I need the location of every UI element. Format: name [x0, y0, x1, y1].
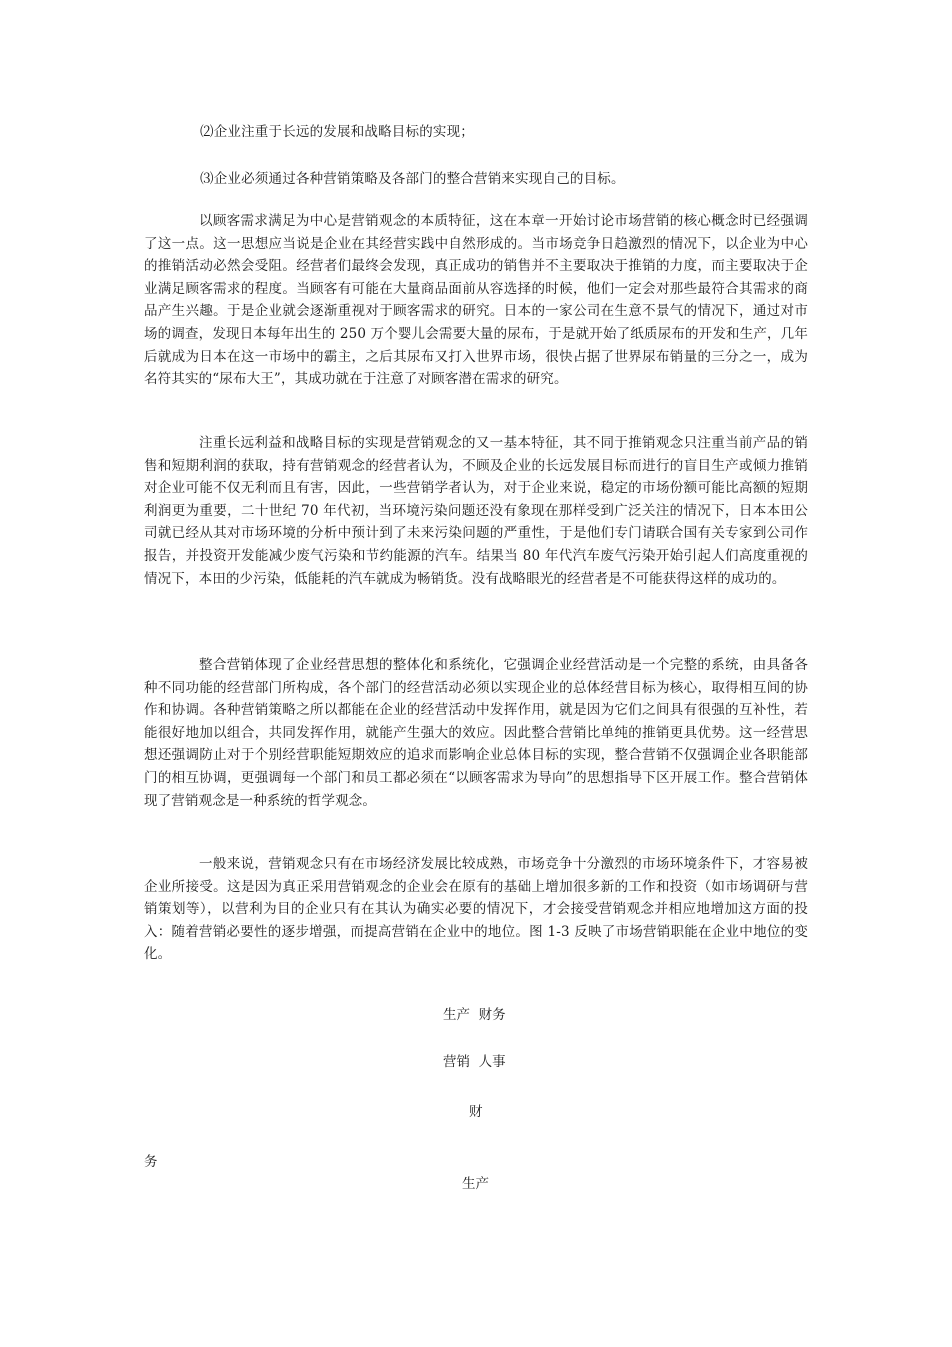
figure-row-finance-fragment: 财 — [469, 1104, 483, 1120]
figure-row-marketing-hr: 营销 人事 — [443, 1054, 506, 1070]
figure-row-production: 生产 — [462, 1176, 489, 1192]
paragraph-customer-needs: 以顾客需求满足为中心是营销观念的本质特征，这在本章一开始讨论市场营销的核心概念时已经强调了这一点。这一思想应当说是企业在其经营实践中自然形成的。当市场竞争日趋激烈的情况下，以企业为中心的推销活动必然会受阻。经营者们最终会发现，真正成功的销售并不主要取决于推销的力度，而主要取决于企业满足顾客需求的程度。当顾客有可能在大量商品面前从容选择的时候，他们一定会对那些最符合其需求的商品产生兴趣。于是企业就会逐渐重视对于顾客需求的研究。日本的一家公司在生意不景气的情况下，通过对市场的调查，发现日本每年出生的 250 万个婴儿会需要大量的尿布，于是就开始了纸质尿布的开发和生产，几年后就成为日本在这一市场中的霸主，之后其尿布又打入世界市场，很快占据了世界尿布销量的三分之一，成为名符其实的“尿布大王”，其成功就在于注意了对顾客潜在需求的研究。 — [144, 213, 808, 388]
list-item-2: ⑵企业注重于长远的发展和战略目标的实现； — [200, 124, 474, 140]
list-item-3: ⑶企业必须通过各种营销策略及各部门的整合营销来实现自己的目标。 — [200, 171, 625, 187]
paragraph-market-conditions: 一般来说，营销观念只有在市场经济发展比较成熟，市场竞争十分激烈的市场环境条件下，才容易被企业所接受。这是因为真正采用营销观念的企业会在原有的基础上增加很多新的工作和投资（如市场调研与营销策划等），以营利为目的企业只有在其认为确实必要的情况下，才会接受营销观念并相应地增加这方面的投入：随着营销必要性的逐步增强，而提高营销在企业中的地位。图 1-3 反映了市场营销职能在企业中地位的变化。 — [144, 856, 808, 963]
paragraph-long-term-goals: 注重长远利益和战略目标的实现是营销观念的又一基本特征，其不同于推销观念只注重当前产品的销售和短期利润的获取，持有营销观念的经营者认为，不顾及企业的长远发展目标而进行的盲目生产或倾力推销对企业可能不仅无利而且有害，因此，一些营销学者认为，对于企业来说，稳定的市场份额可能比高额的短期利润更为重要，二十世纪 70 年代初，当环境污染问题还没有象现在那样受到广泛关注的情况下，日本本田公司就已经从其对市场环境的分析中预计到了未来污染问题的严重性，于是他们专门请联合国有关专家到公司作报告，并投资开发能减少废气污染和节约能源的汽车。结果当 80 年代汽车废气污染开始引起人们高度重视的情况下，本田的少污染，低能耗的汽车就成为畅销货。没有战略眼光的经营者是不可能获得这样的成功的。 — [144, 435, 808, 587]
figure-row-production-finance: 生产 财务 — [443, 1007, 506, 1023]
figure-row-affairs-fragment: 务 — [144, 1154, 158, 1170]
paragraph-integrated-marketing: 整合营销体现了企业经营思想的整体化和系统化，它强调企业经营活动是一个完整的系统，由具备各种不同功能的经营部门所构成，各个部门的经营活动必须以实现企业的总体经营目标为核心，取得相互间的协作和协调。各种营销策略之所以都能在企业的经营活动中发挥作用，就是因为它们之间具有很强的互补性，若能很好地加以组合，共同发挥作用，就能产生强大的效应。因此整合营销比单纯的推销更具优势。这一经营思想还强调防止对于个别经营职能短期效应的追求而影响企业总体目标的实现，整合营销不仅强调企业各职能部门的相互协调，更强调每一个部门和员工都必须在“以顾客需求为导向”的思想指导下区开展工作。整合营销体现了营销观念是一种系统的哲学观念。 — [144, 657, 808, 809]
